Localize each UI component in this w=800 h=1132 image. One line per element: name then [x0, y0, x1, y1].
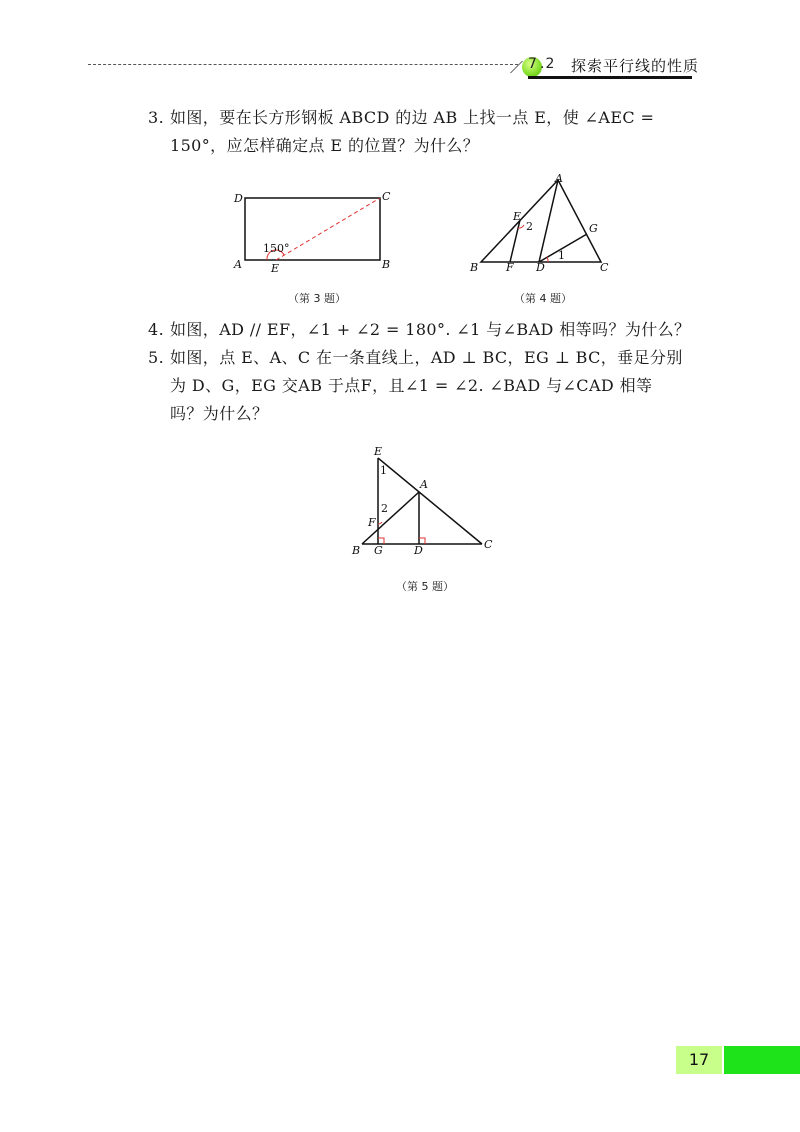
problem-3-cont	[170, 132, 479, 160]
label-f: F	[506, 261, 514, 274]
label-f: F	[368, 516, 376, 529]
problem-5-line2: 为 D、G，EG 交AB 于点F，且∠1 = ∠2. ∠BAD 与∠CAD 相等	[170, 376, 653, 395]
figure-4	[466, 170, 616, 278]
label-b: B	[470, 261, 479, 274]
figure-5	[344, 440, 504, 560]
label-d: D	[536, 261, 545, 274]
label-angle-2: 2	[381, 502, 388, 515]
figure-5-caption: （第 5 题）	[396, 580, 454, 593]
problem-3-line1: 如图，要在长方形钢板 ABCD 的边 AB 上找一点 E，使 ∠AEC =	[170, 108, 655, 127]
triangle-abc	[481, 180, 601, 262]
segment-ec	[378, 458, 482, 544]
label-angle-1: 1	[380, 464, 387, 477]
problem-3-number: 3.	[148, 108, 165, 127]
angle-label-150: 150°	[263, 242, 290, 255]
chapter-number: 7	[528, 56, 537, 72]
label-g: G	[589, 222, 598, 235]
problem-5-number: 5.	[148, 348, 165, 367]
figure-4-caption: （第 4 题）	[514, 292, 572, 305]
section-number: .2	[540, 56, 556, 72]
problem-4-number: 4.	[148, 320, 165, 339]
label-a: A	[234, 258, 242, 271]
header-underline	[528, 76, 692, 79]
problem-5-line1: 如图，点 E、A、C 在一条直线上，AD ⊥ BC，EG ⊥ BC，垂足分别	[170, 348, 683, 367]
segment-ad	[539, 180, 558, 262]
page-number-band	[724, 1046, 800, 1074]
problem-4-line1: 如图，AD // EF，∠1 + ∠2 = 180°. ∠1 与∠BAD 相等吗？为什么？	[170, 320, 691, 339]
label-d: D	[234, 192, 243, 205]
label-b: B	[382, 258, 391, 271]
label-angle-1: 1	[558, 249, 565, 262]
label-e: E	[271, 262, 280, 275]
label-c: C	[382, 190, 391, 203]
figure-3-caption: （第 3 题）	[288, 292, 346, 305]
section-title: 探索平行线的性质	[571, 57, 700, 75]
header-dashed-rule	[88, 64, 518, 65]
problem-5	[148, 344, 683, 372]
label-angle-2: 2	[526, 220, 533, 233]
segment-ec	[276, 198, 380, 260]
problem-3	[148, 104, 654, 132]
problem-5-cont-2	[170, 400, 268, 428]
label-c: C	[484, 538, 493, 551]
problem-4	[148, 316, 690, 344]
problem-5-line3: 吗？为什么？	[170, 404, 269, 423]
problem-5-cont-1	[170, 372, 652, 400]
label-g: G	[374, 544, 383, 557]
label-e: E	[513, 210, 522, 223]
label-c: C	[600, 261, 609, 274]
label-d: D	[414, 544, 423, 557]
label-a: A	[555, 172, 563, 185]
label-a: A	[420, 478, 428, 491]
label-e: E	[374, 445, 383, 458]
label-b: B	[352, 544, 361, 557]
figure-3	[226, 186, 406, 278]
problem-3-line2: 150°，应怎样确定点 E 的位置？为什么？	[170, 136, 480, 155]
page-number: 17	[676, 1046, 722, 1074]
